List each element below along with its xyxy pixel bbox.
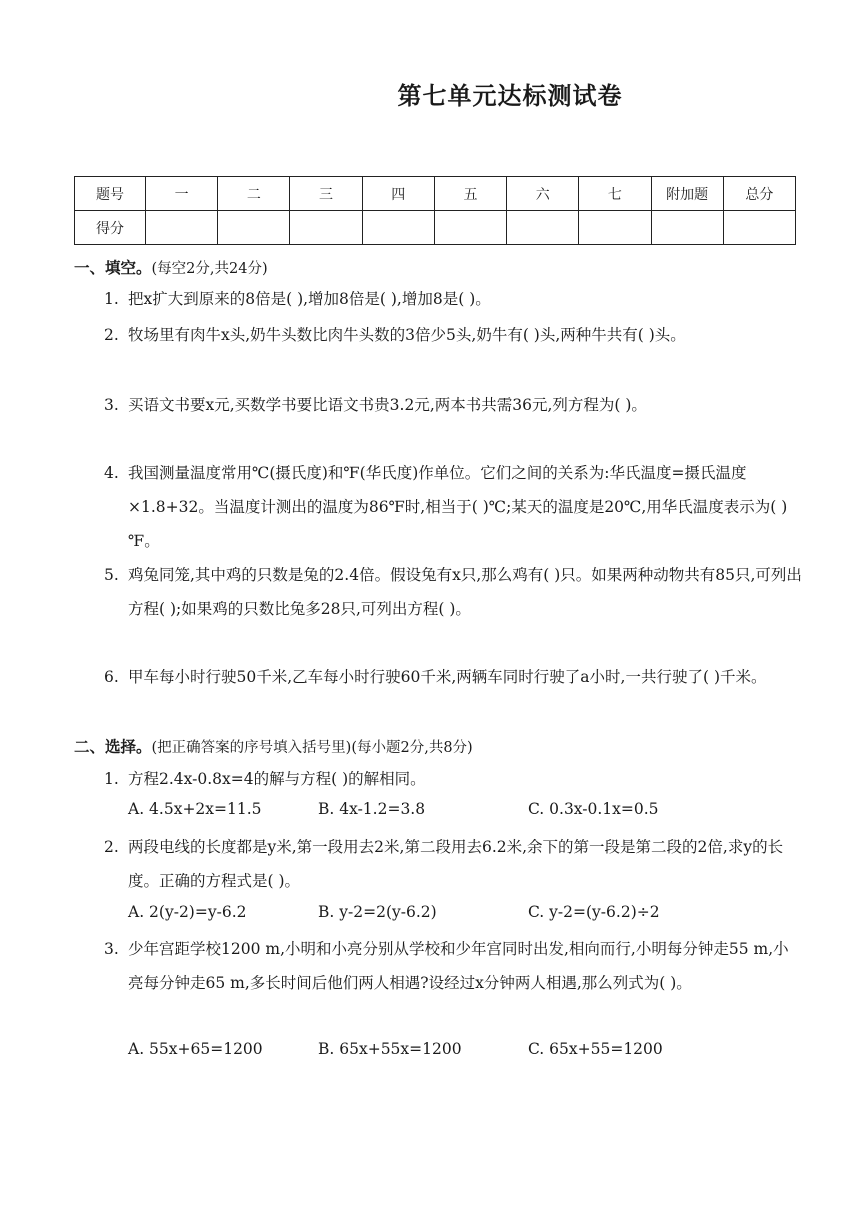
option-c[interactable]: C. 0.3x-0.1x=0.5 bbox=[528, 800, 659, 818]
question-number: 3. bbox=[104, 396, 119, 414]
question-text: 我国测量温度常用℃(摄氏度)和℉(华氏度)作单位。它们之间的关系为:华氏温度=摄氏温度×1.8+32。当温度计测出的温度为86℉时,相当于( )℃;某天的温度是20℃,用华氏温度表示为( )℉。 bbox=[128, 464, 788, 550]
section-title: 一、填空。 bbox=[74, 258, 152, 277]
score-input-cell[interactable] bbox=[146, 211, 218, 245]
question-number: 5. bbox=[104, 566, 119, 584]
question-number: 6. bbox=[104, 668, 119, 686]
table-cell: 一 bbox=[146, 177, 218, 211]
question-1-6 bbox=[104, 660, 804, 694]
table-cell: 四 bbox=[362, 177, 434, 211]
option-b[interactable]: B. 65x+55x=1200 bbox=[318, 1040, 462, 1058]
question-text: 甲车每小时行驶50千米,乙车每小时行驶60千米,两辆车同时行驶了a小时,一共行驶了( )千米。 bbox=[128, 668, 767, 686]
question-2-1-options bbox=[128, 800, 659, 818]
table-cell: 三 bbox=[290, 177, 362, 211]
score-input-cell[interactable] bbox=[362, 211, 434, 245]
question-number: 2. bbox=[104, 838, 119, 856]
score-input-cell[interactable] bbox=[507, 211, 579, 245]
question-number: 4. bbox=[104, 464, 119, 482]
score-input-cell[interactable] bbox=[290, 211, 362, 245]
question-1-3 bbox=[104, 388, 804, 422]
table-cell: 得分 bbox=[75, 211, 146, 245]
question-1-5 bbox=[104, 558, 804, 626]
question-text: 买语文书要x元,买数学书要比语文书贵3.2元,两本书共需36元,列方程为( )。 bbox=[128, 396, 647, 414]
question-2-1 bbox=[104, 762, 804, 796]
score-input-cell[interactable] bbox=[218, 211, 290, 245]
option-b[interactable]: B. y-2=2(y-6.2) bbox=[318, 903, 437, 921]
page-title: 第七单元达标测试卷 bbox=[397, 81, 623, 110]
table-cell: 附加题 bbox=[651, 177, 723, 211]
section-note: (每空2分,共24分) bbox=[151, 261, 268, 277]
section-note: (把正确答案的序号填入括号里)(每小题2分,共8分) bbox=[151, 740, 473, 756]
table-cell: 题号 bbox=[75, 177, 146, 211]
table-cell: 六 bbox=[507, 177, 579, 211]
table-cell: 七 bbox=[579, 177, 651, 211]
section1-heading bbox=[74, 256, 268, 278]
question-text: 少年宫距学校1200 m,小明和小亮分别从学校和少年宫同时出发,相向而行,小明每分钟走55 m,小亮每分钟走65 m,多长时间后他们两人相遇?设经过x分钟两人相遇,那么列式为( )。 bbox=[128, 940, 789, 992]
option-b[interactable]: B. 4x-1.2=3.8 bbox=[318, 800, 426, 818]
question-number: 2. bbox=[104, 326, 119, 344]
table-cell: 五 bbox=[434, 177, 506, 211]
question-1-4 bbox=[104, 456, 804, 558]
question-2-3-options bbox=[128, 1040, 663, 1058]
option-c[interactable]: C. y-2=(y-6.2)÷2 bbox=[528, 903, 660, 921]
option-a[interactable]: A. 4.5x+2x=11.5 bbox=[128, 800, 262, 818]
question-2-2-options bbox=[128, 903, 660, 921]
option-a[interactable]: A. 2(y-2)=y-6.2 bbox=[128, 903, 247, 921]
score-input-cell[interactable] bbox=[723, 211, 795, 245]
question-text: 两段电线的长度都是y米,第一段用去2米,第二段用去6.2米,余下的第一段是第二段的2倍,求y的长度。正确的方程式是( )。 bbox=[128, 838, 784, 890]
section-title: 二、选择。 bbox=[74, 737, 152, 756]
question-text: 鸡兔同笼,其中鸡的只数是兔的2.4倍。假设兔有x只,那么鸡有( )只。如果两种动物共有85只,可列出方程( );如果鸡的只数比兔多28只,可列出方程( )。 bbox=[128, 566, 802, 618]
score-table bbox=[74, 176, 796, 245]
score-input-cell[interactable] bbox=[651, 211, 723, 245]
question-number: 1. bbox=[104, 290, 119, 308]
question-1-1 bbox=[104, 282, 804, 316]
question-number: 1. bbox=[104, 770, 119, 788]
question-number: 3. bbox=[104, 940, 119, 958]
option-a[interactable]: A. 55x+65=1200 bbox=[128, 1040, 263, 1058]
score-table-score-row bbox=[75, 211, 796, 245]
score-table-header-row bbox=[75, 177, 796, 211]
score-input-cell[interactable] bbox=[579, 211, 651, 245]
question-text: 把x扩大到原来的8倍是( ),增加8倍是( ),增加8是( )。 bbox=[128, 290, 491, 308]
table-cell: 总分 bbox=[723, 177, 795, 211]
table-cell: 二 bbox=[218, 177, 290, 211]
question-text: 牧场里有肉牛x头,奶牛头数比肉牛头数的3倍少5头,奶牛有( )头,两种牛共有( )头。 bbox=[128, 326, 686, 344]
question-2-3 bbox=[104, 932, 804, 1000]
score-input-cell[interactable] bbox=[434, 211, 506, 245]
question-text: 方程2.4x-0.8x=4的解与方程( )的解相同。 bbox=[128, 770, 426, 788]
section2-heading bbox=[74, 735, 473, 757]
question-1-2 bbox=[104, 318, 804, 352]
question-2-2 bbox=[104, 830, 804, 898]
option-c[interactable]: C. 65x+55=1200 bbox=[528, 1040, 663, 1058]
